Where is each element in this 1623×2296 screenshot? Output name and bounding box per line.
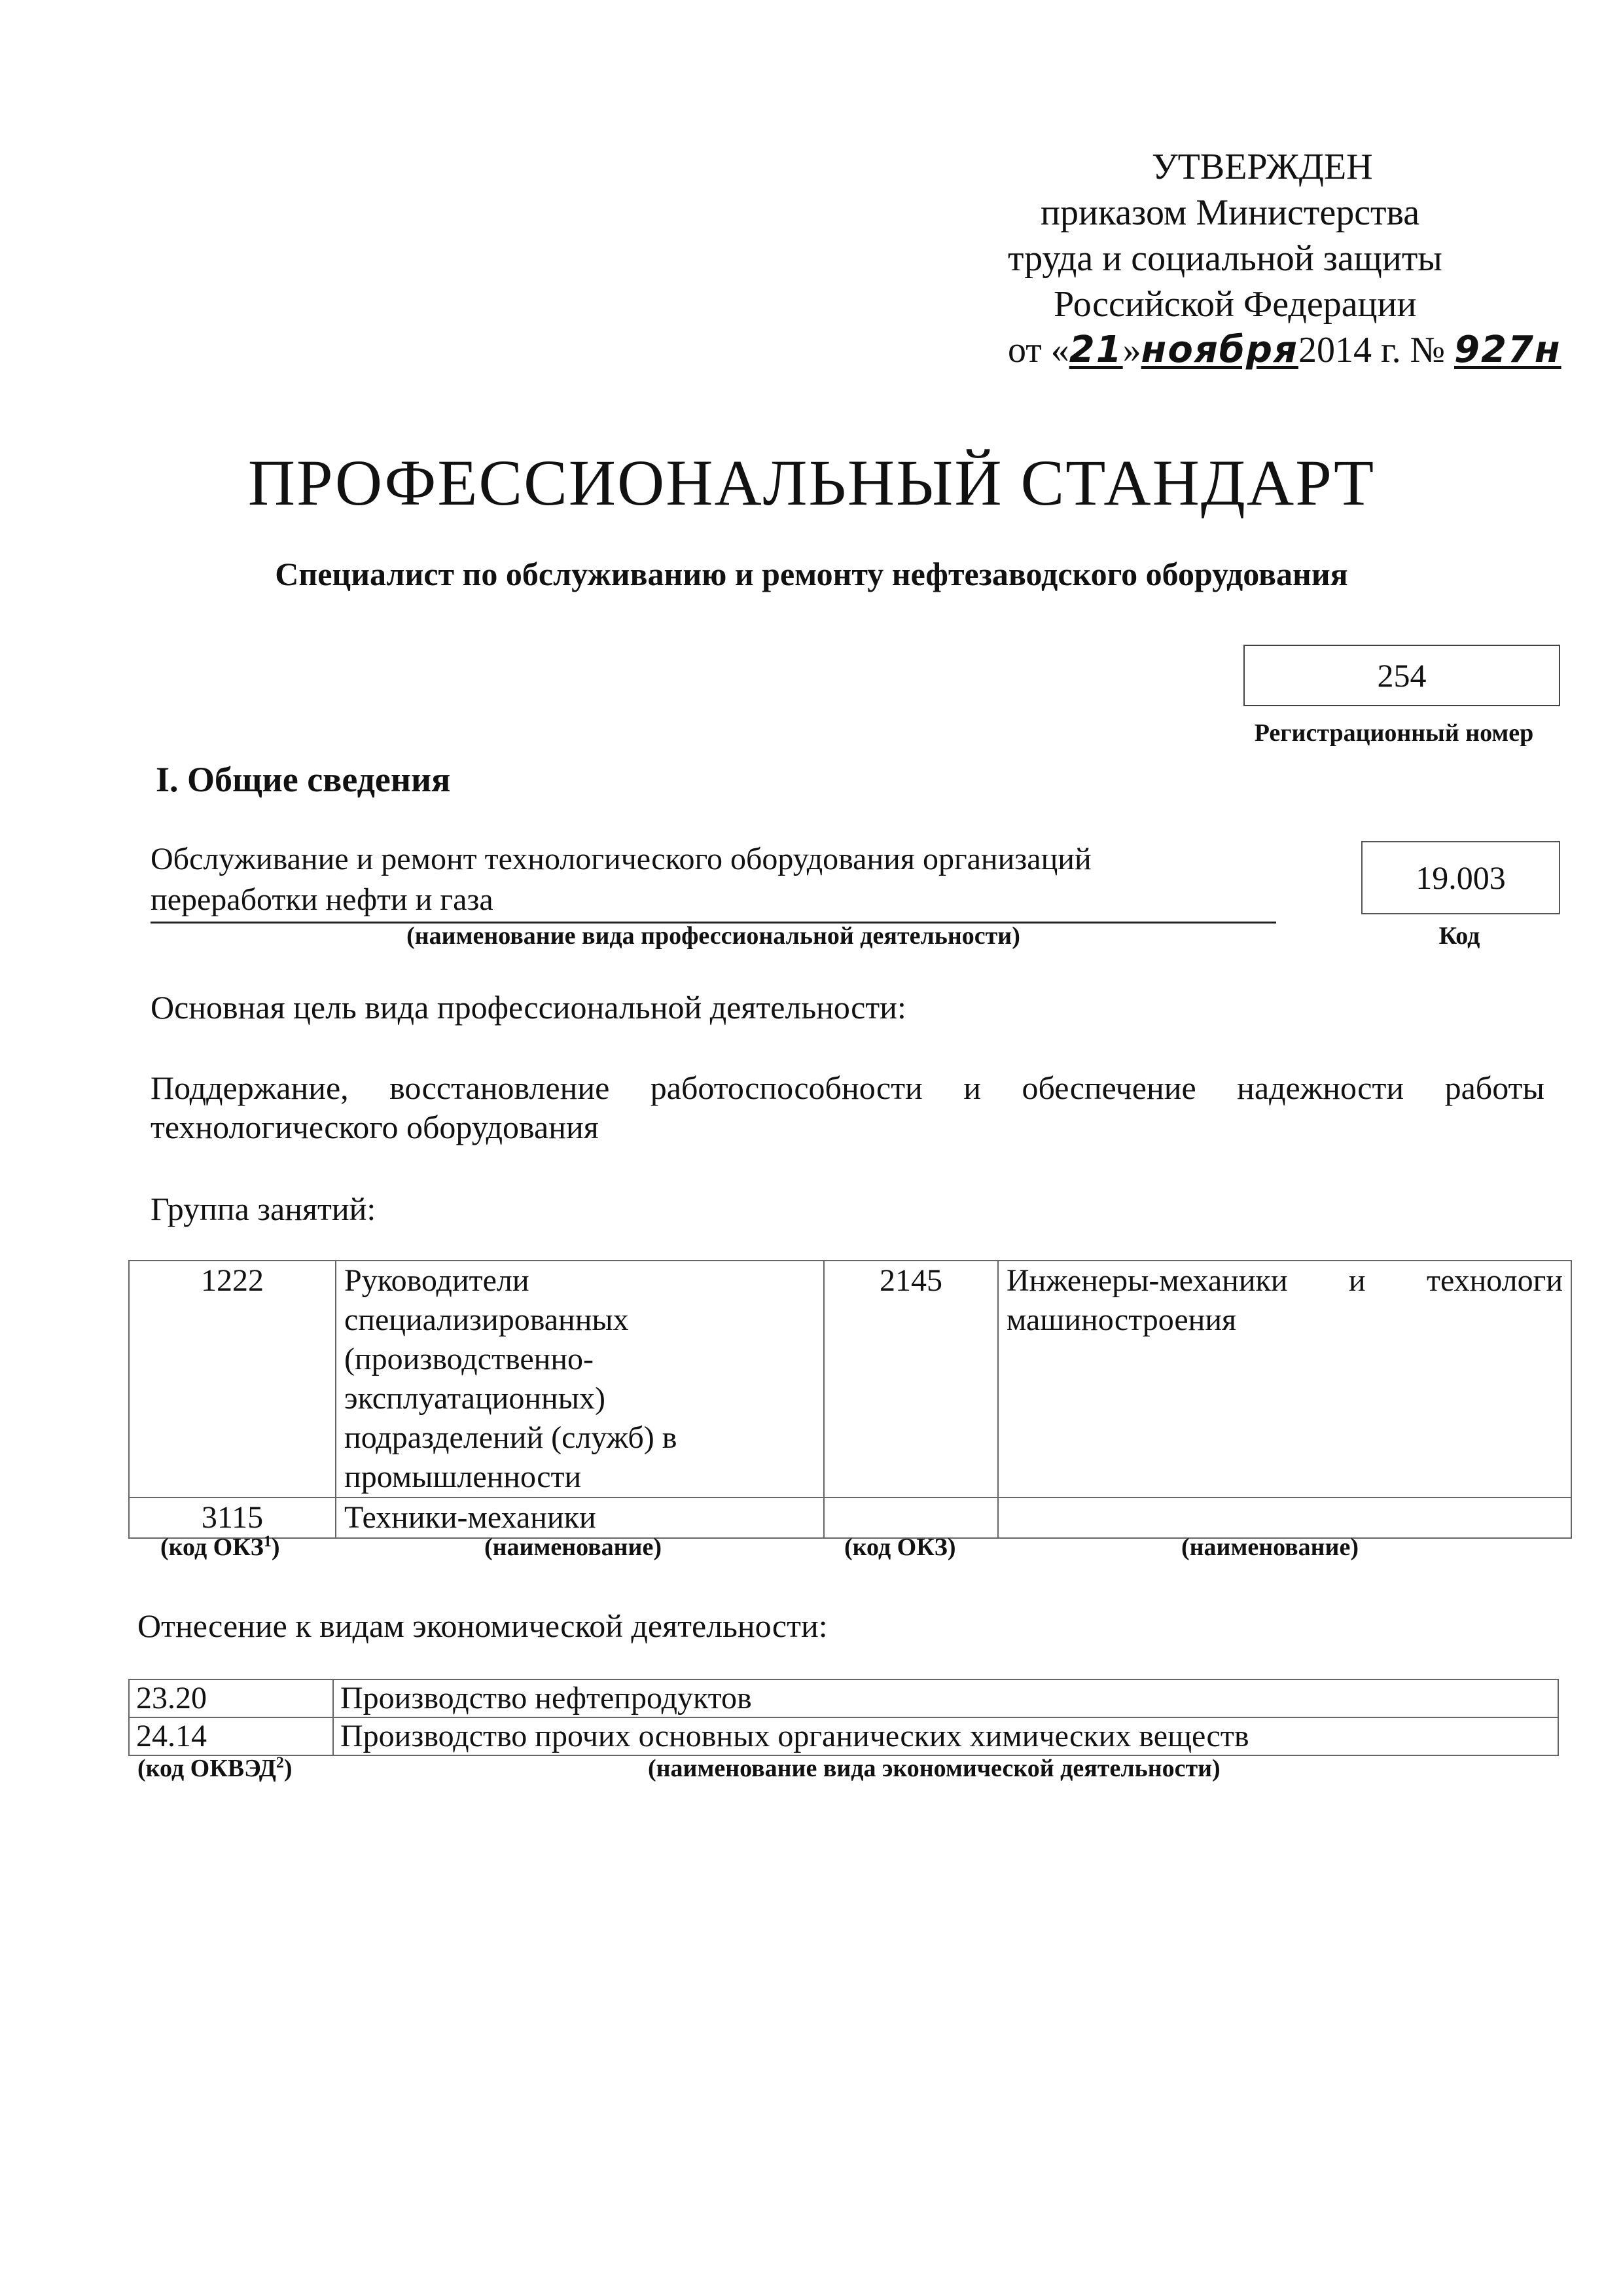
economic-activity-name-caption: (наименование вида экономической деятельности) [648, 1755, 1221, 1782]
approval-heading: УТВЕРЖДЕН [1152, 147, 1373, 187]
occupation-name-cell: Техники-механики [336, 1498, 824, 1538]
goal-label: Основная цель вида профессиональной деятельности: [151, 989, 906, 1026]
approval-date-line [1008, 327, 1571, 373]
occupation-name-line: подразделений (служб) в [344, 1420, 677, 1455]
economic-activity-table [128, 1679, 1559, 1756]
activity-name [151, 839, 1276, 924]
registration-number-box: 254 [1243, 645, 1560, 706]
occupation-name-line: (производственно- [344, 1342, 594, 1376]
date-prefix: от « [1008, 330, 1069, 370]
table-row [129, 1498, 1571, 1538]
table-row [129, 1679, 1558, 1717]
occupation-name-cell [336, 1261, 824, 1498]
occupation-name-cell [998, 1261, 1571, 1498]
okz-code-cell: 2145 [824, 1261, 998, 1498]
occupation-name-caption: (наименование) [1181, 1534, 1359, 1561]
okz-code-cell: 1222 [129, 1261, 336, 1498]
okz-code-caption: (код ОКЗ$^1$) [160, 1533, 280, 1561]
date-sep: » [1122, 330, 1141, 370]
occupation-name-line: Руководители [344, 1263, 529, 1298]
occupation-name-line: промышленности [344, 1460, 582, 1494]
occupation-name-caption: (наименование) [484, 1534, 662, 1561]
economic-activity-label: Отнесение к видам экономической деятельности: [137, 1607, 828, 1644]
document-subtitle: Специалист по обслуживанию и ремонту нефтезаводского оборудования [275, 556, 1348, 592]
economic-activity-name-cell: Производство нефтепродуктов [333, 1679, 1558, 1717]
okz-code-cell [824, 1498, 998, 1538]
approval-line: Российской Федерации [1054, 284, 1417, 325]
occupation-name-line: эксплуатационных) [344, 1381, 605, 1416]
date-year: 2014 г. № [1298, 330, 1446, 370]
registration-number-label: Регистрационный номер [1254, 719, 1534, 747]
activity-code-box: 19.003 [1361, 841, 1560, 914]
section-heading: I. Общие сведения [156, 760, 451, 799]
okz-code-caption: (код ОКЗ) [844, 1534, 956, 1561]
table-row [129, 1261, 1571, 1498]
activity-caption: (наименование вида профессиональной деятельности) [406, 922, 1020, 950]
activity-code-caption: Код [1438, 922, 1480, 950]
document-title: ПРОФЕССИОНАЛЬНЫЙ СТАНДАРТ [247, 446, 1376, 519]
order-number-handwritten: 927н [1454, 329, 1561, 371]
occupation-name-line: специализированных [344, 1302, 629, 1337]
activity-name-line: Обслуживание и ремонт технологического оборудования организаций [151, 842, 1092, 876]
occupation-name-line: Инженеры-механики и технологи [1007, 1263, 1563, 1298]
occupations-table [128, 1260, 1572, 1539]
approval-line: приказом Министерства [1041, 192, 1420, 233]
occupation-name-cell [998, 1498, 1571, 1538]
okved-code-caption: (код ОКВЭД$^2$) [137, 1754, 293, 1782]
table-row [129, 1717, 1558, 1755]
okz-code-cell: 3115 [129, 1498, 336, 1538]
approval-line: труда и социальной защиты [1008, 238, 1442, 279]
okved-code-cell: 23.20 [129, 1679, 333, 1717]
occupation-group-label: Группа занятий: [151, 1191, 376, 1227]
economic-activity-name-cell: Производство прочих основных органических химических веществ [333, 1717, 1558, 1755]
approval-block [982, 144, 1571, 373]
okved-code-cell: 24.14 [129, 1717, 333, 1755]
date-day-handwritten: 21 [1069, 329, 1123, 371]
activity-name-line: переработки нефти и газа [151, 882, 493, 917]
date-month-handwritten: ноября [1141, 329, 1298, 371]
goal-text: Поддержание, восстановление работоспособности и обеспечение надежности работы технологического оборудования [151, 1069, 1544, 1145]
occupation-name-line: машиностроения [1007, 1302, 1237, 1337]
